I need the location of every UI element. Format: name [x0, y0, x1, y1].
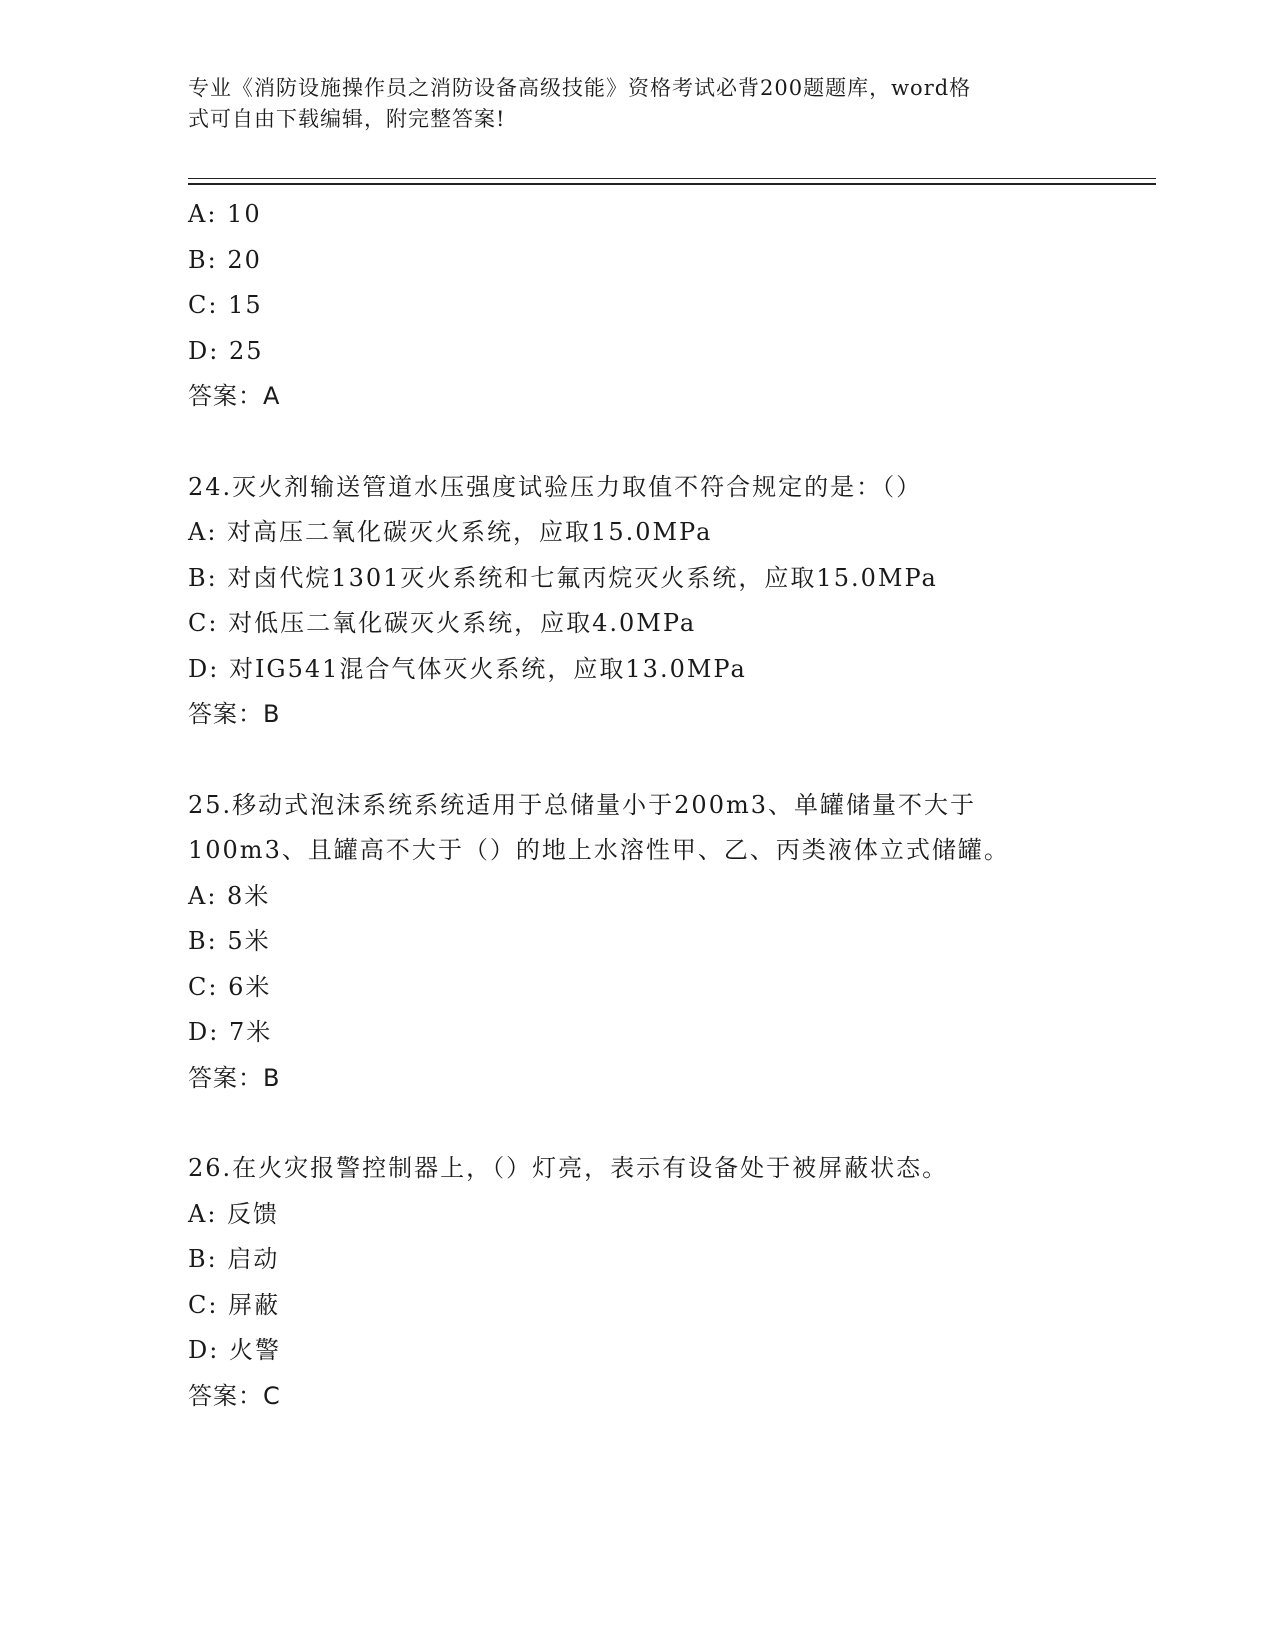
- header-line-2: 式可自由下载编辑，附完整答案!: [188, 107, 506, 131]
- question-block-24: [188, 465, 1148, 738]
- question-block-23: [188, 192, 1148, 420]
- option-d: D: 25: [188, 336, 264, 365]
- answer-line: 答案：A: [188, 382, 281, 410]
- option-a: A: 8米: [188, 881, 271, 910]
- option-c: C: 对低压二氧化碳灭火系统，应取4.0MPa: [188, 609, 697, 637]
- question-block-25: [188, 783, 1148, 1102]
- spacer: [188, 1101, 1148, 1146]
- option-b: B: 对卤代烷1301灭火系统和七氟丙烷灭火系统，应取15.0MPa: [188, 563, 938, 592]
- option-b: B: 启动: [188, 1245, 280, 1273]
- question-content: [188, 192, 1148, 1419]
- header-divider-thin: [188, 178, 1156, 179]
- document-header: [188, 73, 1088, 135]
- answer-line: 答案：C: [188, 1381, 281, 1410]
- option-b: B: 5米: [188, 927, 271, 955]
- spacer: [188, 738, 1148, 783]
- question-text: 26.在火灾报警控制器上，（）灯亮，表示有设备处于被屏蔽状态。: [188, 1154, 949, 1182]
- question-text: 24.灭火剂输送管道水压强度试验压力取值不符合规定的是：（）: [188, 472, 923, 501]
- answer-line: 答案：B: [188, 1063, 281, 1092]
- question-text-line-2: 100m3、且罐高不大于（）的地上水溶性甲、乙、丙类液体立式储罐。: [188, 836, 1010, 864]
- option-b: B: 20: [188, 245, 262, 274]
- spacer: [188, 420, 1148, 465]
- option-c: C: 6米: [188, 972, 272, 1001]
- question-block-26: [188, 1146, 1148, 1419]
- option-a: A: 10: [188, 200, 262, 228]
- question-text-line-1: 25.移动式泡沫系统系统适用于总储量小于200m3、单罐储量不大于: [188, 790, 977, 819]
- option-c: C: 15: [188, 291, 263, 319]
- header-divider-thick: [188, 183, 1156, 185]
- option-a: A: 对高压二氧化碳灭火系统，应取15.0MPa: [188, 518, 713, 546]
- answer-line: 答案：B: [188, 700, 281, 728]
- option-d: D: 对IG541混合气体灭火系统，应取13.0MPa: [188, 654, 747, 683]
- option-d: D: 火警: [188, 1336, 281, 1364]
- header-line-1: 专业《消防设施操作员之消防设备高级技能》资格考试必背200题题库，word格: [188, 76, 972, 100]
- option-c: C: 屏蔽: [188, 1290, 281, 1319]
- option-d: D: 7米: [188, 1018, 273, 1046]
- option-a: A: 反馈: [188, 1199, 280, 1228]
